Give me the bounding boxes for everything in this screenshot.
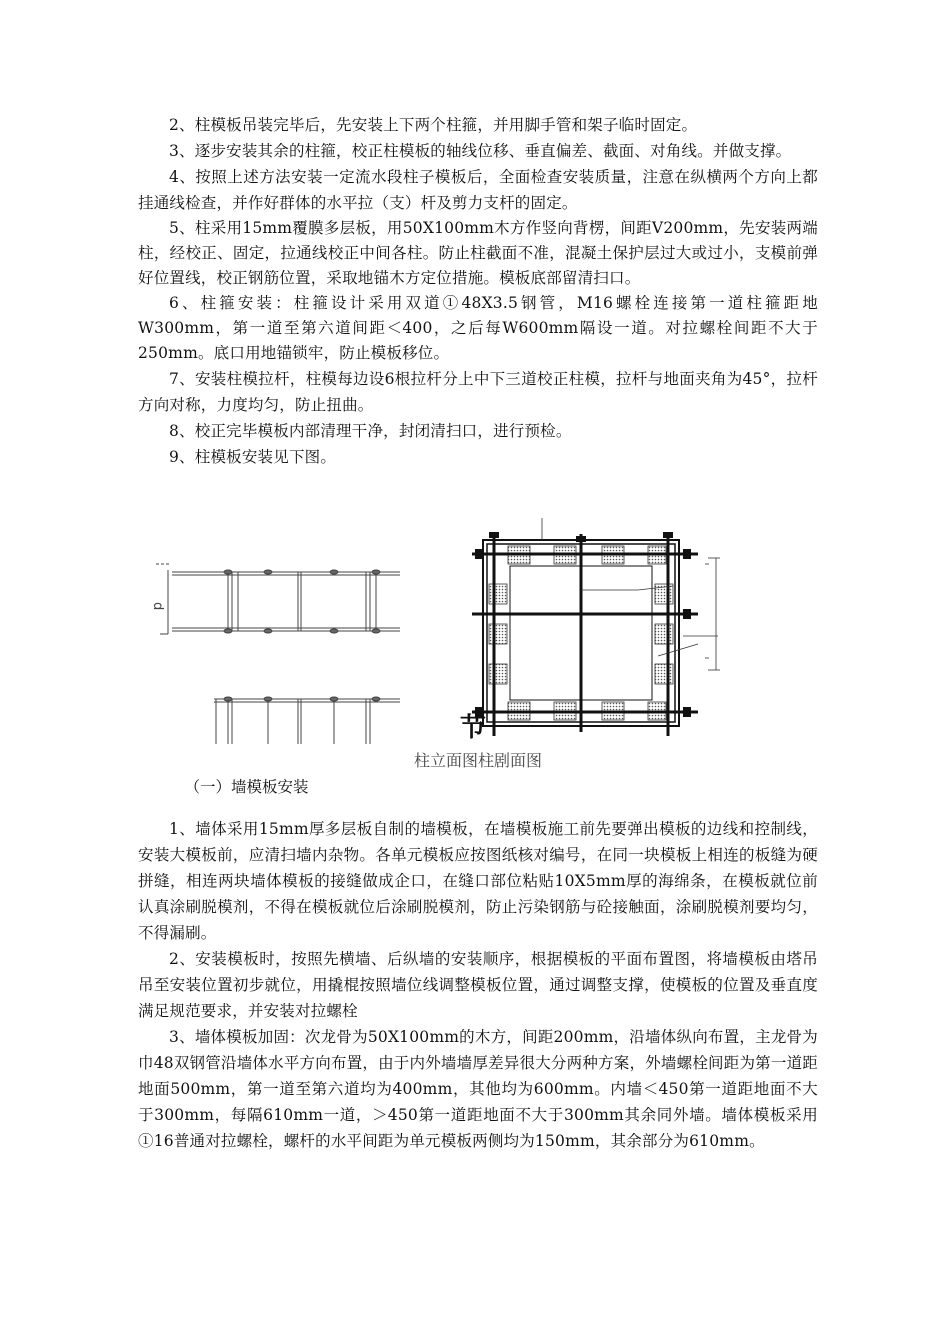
- dimension-label-d: d: [150, 602, 165, 611]
- column-paragraph-9: 9、柱模板安装见下图。: [169, 448, 337, 466]
- figure-label-jie: 节: [460, 713, 487, 743]
- wall-paragraph-1: 1、墙体采用15mm厚多层板自制的墙模板，在墙模板施工前先要弹出模板的边线和控制线，安装大模板前，应清扫墙内杂物。各单元模板应按图纸核对编号，在同一块模板上相连的板缝为硬拼缝，相连两块墙体模板的接缝做成企口，在缝口部位粘贴10X5mm厚的海绵条，在模板就位前认真涂刷脱模剂，不得在模板就位后涂刷脱模剂，防止污染钢筋与砼接触面，涂刷脱模剂要均匀，不得漏刷。: [138, 819, 818, 942]
- figure-caption: 柱立面图柱剧面图: [413, 751, 542, 770]
- document-page: [138, 112, 818, 1154]
- column-section-drawing: [472, 518, 720, 736]
- wall-section-heading: （一）墙模板安装: [184, 778, 309, 796]
- column-paragraph-7: 7、安装柱模拉杆，柱模每边设6根拉杆分上中下三道校正柱模，拉杆与地面夹角为45°，拉杆方向对称，力度均匀，防止扭曲。: [138, 370, 818, 414]
- column-formwork-figure: [138, 474, 818, 770]
- column-paragraph-3: 3、逐步安装其余的柱箍，校正柱模板的轴线位移、垂直偏差、截面、对角线。并做支撑。: [169, 142, 792, 160]
- column-paragraph-2: 2、柱模板吊装完毕后，先安装上下两个柱箍，并用脚手管和架子临时固定。: [169, 116, 698, 134]
- column-paragraph-8: 8、校正完毕模板内部清理干净，封闭清扫口，进行预检。: [169, 422, 572, 440]
- column-paragraph-6: 6、柱箍安装：柱箍设计采用双道①48X3.5钢管，M16螺栓连接第一道柱箍距地W300mm，第一道至第六道间距＜400，之后每W600mm隔设一道。对拉螺栓间距不大于250mm。底口用地锚锁牢，防止模板移位。: [138, 294, 818, 362]
- wall-paragraph-3: 3、墙体模板加固：次龙骨为50X100mm的木方，间距200mm，沿墙体纵向布置，主龙骨为巾48双钢管沿墙体水平方向布置，由于内外墙墙厚差异很大分两种方案，外墙螺栓间距为第一道距地面500mm，第一道至第六道均为400mm，其他均为600mm。内墙＜450第一道距地面不大于300mm，每隔610mm一道，＞450第一道距地面不大于300mm其余同外墙。墙体模板采用①16普通对拉螺栓，螺杆的水平间距为单元模板两侧均为150mm，其余部分为610mm。: [138, 1027, 818, 1150]
- column-formwork-drawings: [138, 474, 818, 744]
- column-paragraph-4: 4、按照上述方法安装一定流水段柱子模板后，全面检查安装质量，注意在纵横两个方向上都挂通线检查，并作好群体的水平拉（支）杆及剪力支杆的固定。: [138, 168, 818, 212]
- wall-paragraph-2: 2、安装模板时，按照先横墙、后纵墙的安装顺序，根据模板的平面布置图，将墙模板由塔吊吊至安装位置初步就位，用撬棍按照墙位线调整模板位置，通过调整支撑，使模板的位置及垂直度满足规范要求，并安装对拉螺栓: [138, 949, 818, 1020]
- column-elevation-drawing: [156, 564, 400, 744]
- column-paragraph-5: 5、柱采用15mm覆膜多层板，用50X100mm木方作竖向背楞，间距V200mm，先安装两端柱，经校正、固定，拉通线校正中间各柱。防止柱截面不准，混凝土保护层过大或过小，支模前弹好位置线，校正钢筋位置，采取地锚木方定位措施。模板底部留清扫口。: [138, 219, 818, 287]
